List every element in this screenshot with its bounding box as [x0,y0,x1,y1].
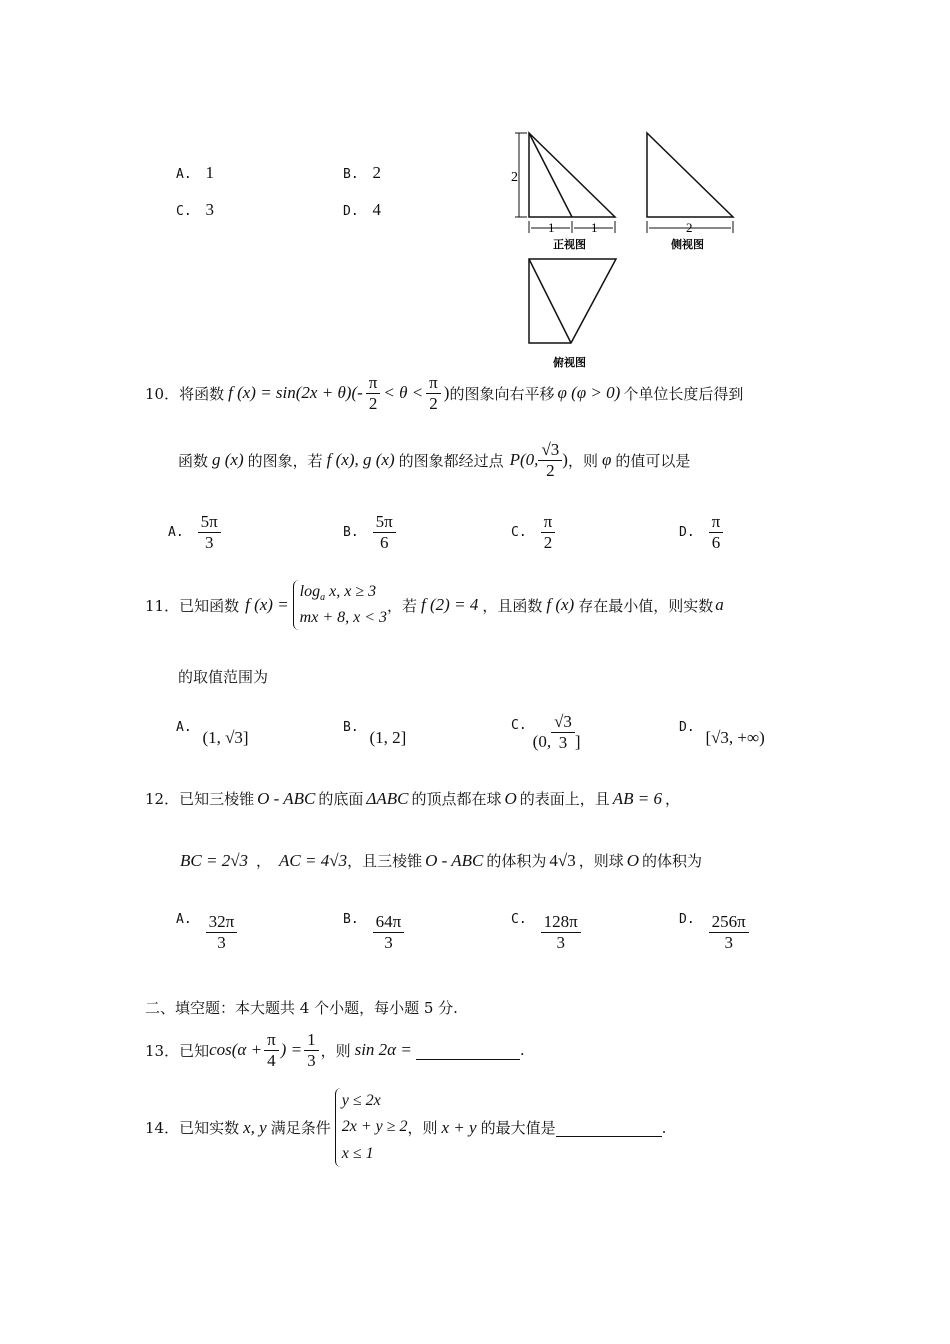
constraint-1: y ≤ 2x [341,1092,381,1109]
q13-end: . [519,1041,525,1060]
q12-text: ， [665,790,681,808]
option-value: [√3, +∞) [705,728,765,747]
option-value: 3 [205,200,214,219]
question-number: 13． [145,1041,180,1060]
q10-option-d [679,512,723,552]
option-value: 4 [372,200,381,219]
constraint-brace [335,1088,408,1167]
q11-cond: f (2) = 4 [421,595,479,615]
q12-text: 的顶点都在球 [411,790,502,808]
question-number: 10． [145,384,180,403]
q10-phi: φ (φ > 0) [557,383,621,403]
q12-pyramid: O - ABC [257,788,316,808]
fraction: $\frac{\pi}{2}$ [541,512,556,552]
q12-sphere: O [626,850,639,870]
q12-text: ，且三棱锥 [347,852,423,870]
q14-vars: x, y [243,1117,267,1137]
q12-bc: BC = 2√3 [180,850,249,870]
q12-triangle: ΔABC [366,788,409,808]
q10-line1 [145,373,743,413]
option-label: B. [343,912,359,927]
q10-text: 的图象向右平移 [449,384,555,403]
q12-option-d [679,912,749,952]
option-label: B. [343,167,359,182]
option-label: C. [511,524,527,540]
fraction: $\frac{64\pi}{3}$ [373,912,405,952]
fraction: $\frac{\pi}{2}$ [366,373,381,413]
q13-expr: sin 2α = [354,1040,412,1060]
piecewise-brace [293,580,387,630]
q9-option-b [343,163,381,183]
q10-func: f (x) = sin(2x + θ)(- [228,383,363,403]
q11-text: 存在最小值，则实数 [578,596,714,615]
q13-cos-post: ) = [280,1040,303,1060]
fraction: $\frac{128\pi}{3}$ [541,912,581,952]
answer-blank[interactable] [416,1041,520,1060]
option-label: A. [176,720,192,735]
fraction: $\frac{5\pi}{3}$ [198,512,221,552]
q10-text: ，则 [567,451,598,470]
fraction: $\frac{\pi}{4}$ [264,1030,279,1070]
q12-pyramid: O - ABC [425,850,484,870]
front-view-inner-edge [529,133,572,217]
fraction: $\frac{1}{3}$ [304,1030,319,1070]
q11-option-b [343,716,407,747]
fraction: $\frac{\pi}{6}$ [709,512,724,552]
case1-rest: x, x ≥ 3 [325,583,377,600]
q12-text: ，则球 [578,852,624,870]
case1-sub: a [320,592,326,604]
question-number: 11． [145,596,180,615]
option-label: B. [343,720,359,735]
q11-option-d [679,716,765,747]
option-label: A. [176,912,192,927]
q12-text: 的体积为 [642,852,703,870]
top-view-caption: 俯视图 [553,356,586,369]
q10-line2 [178,440,690,480]
q10-g: g (x) [212,450,244,470]
q14-text: 满足条件 [270,1119,331,1138]
fraction: $\frac{\pi}{2}$ [426,373,441,413]
q11-func: f (x) = [245,595,289,615]
three-view-figure [505,125,750,375]
q10-option-a [168,512,221,552]
q10-option-c [511,512,555,552]
dim-height-label: 2 [511,170,518,185]
q12-text: 的体积为 [486,852,547,870]
q12-ab: AB = 6 [612,788,663,808]
question-number: 12． [145,790,180,808]
q14-text: ，则 [407,1119,438,1138]
q12-text: 的表面上，且 [519,790,610,808]
q9-option-a [176,163,214,183]
q12-option-a [176,912,237,952]
constraint-3: x ≤ 1 [341,1144,374,1162]
q10-text: 的图象，若 [247,451,323,470]
q11-line1 [145,580,724,630]
q14 [145,1088,666,1167]
q14-text: 的最大值是 [480,1119,556,1138]
q11-option-c [511,712,581,752]
option-label: C. [176,204,192,219]
option-value: (1, √3] [202,728,249,747]
q10-text: 将函数 [179,384,225,403]
constraint-2: 2x + y ≥ 2 [341,1118,408,1136]
section-heading: 二、填空题：本大题共 4 个小题，每小题 5 分. [145,999,458,1017]
side-view-caption: 侧视图 [671,238,704,251]
fraction: $\frac{√3}{3}$ [551,712,575,752]
dim-bottom-right-label: 1 [591,220,598,235]
q14-text: 已知实数 [179,1119,240,1138]
fraction: $\frac{5\pi}{6}$ [373,512,396,552]
q10-text: 的值可以是 [615,451,691,470]
q13-text: 已知 [179,1041,210,1060]
q11-var: a [715,595,724,615]
dim-bottom-left-label: 1 [548,220,555,235]
answer-blank[interactable] [556,1118,662,1137]
option-value: (1, 2] [369,728,407,747]
q14-end: . [661,1118,667,1137]
option-value: 2 [372,163,381,182]
q14-expr: x + y [441,1117,477,1137]
q10-close: ) [443,383,450,403]
q9-option-d [343,200,381,220]
q11-text: ，且函数 [482,596,543,615]
option-post: ] [574,732,581,751]
fraction: $\frac{32\pi}{3}$ [206,912,238,952]
option-label: D. [679,524,695,540]
q12-text: ， [256,852,272,870]
option-label: D. [679,912,695,927]
q10-ineq: < θ < [383,383,424,403]
q10-phi2: φ [601,450,612,470]
option-label: A. [176,167,192,182]
case1-log: log [299,583,321,600]
dim-side-label: 2 [686,220,693,235]
q13-cos: cos(α + [209,1040,263,1060]
q12-option-c [511,912,581,952]
q10-option-b [343,512,396,552]
q11-text: 已知函数 [179,596,240,615]
fraction: $\frac{√3}{2}$ [538,440,562,480]
q12-sphere: O [504,788,517,808]
q10-point-pre: P(0, [509,450,539,470]
q11-text: ，若 [387,596,418,615]
q9-option-c [176,200,214,220]
option-pre: (0, [532,732,552,751]
q12-volume: 4√3 [549,850,576,870]
front-view-outline [529,133,615,217]
question-number: 14． [145,1119,180,1138]
option-label: C. [511,912,527,927]
case2: mx + 8, x < 3 [299,608,388,626]
q10-fg: f (x), g (x) [326,450,395,470]
q12-text: 的底面 [318,790,364,808]
q12-line1 [145,788,680,809]
fraction: $\frac{256\pi}{3}$ [709,912,749,952]
q12-line2 [180,850,702,871]
top-view-outline [529,259,616,343]
q10-text: 的图象都经过点 [398,451,504,470]
q13 [145,1030,525,1070]
q10-text: 函数 [178,451,209,470]
q11-option-a [176,716,249,747]
q11-func2: f (x) [546,595,575,615]
q12-option-b [343,912,404,952]
option-label: C. [511,718,527,733]
option-label: A. [168,524,184,540]
front-view-caption: 正视图 [553,238,586,251]
q10-point-post: ) [562,450,568,470]
q12-ac: AC = 4√3 [279,850,348,870]
q13-text: ，则 [320,1041,351,1060]
option-label: D. [343,204,359,219]
top-view-inner-edge [529,259,571,343]
option-label: D. [679,720,695,735]
option-label: B. [343,524,359,540]
q11-line2: 的取值范围为 [178,668,269,686]
q12-text: 已知三棱锥 [179,790,255,808]
side-view-outline [647,133,733,217]
q10-text: 个单位长度后得到 [623,384,744,403]
option-value: 1 [205,163,214,182]
